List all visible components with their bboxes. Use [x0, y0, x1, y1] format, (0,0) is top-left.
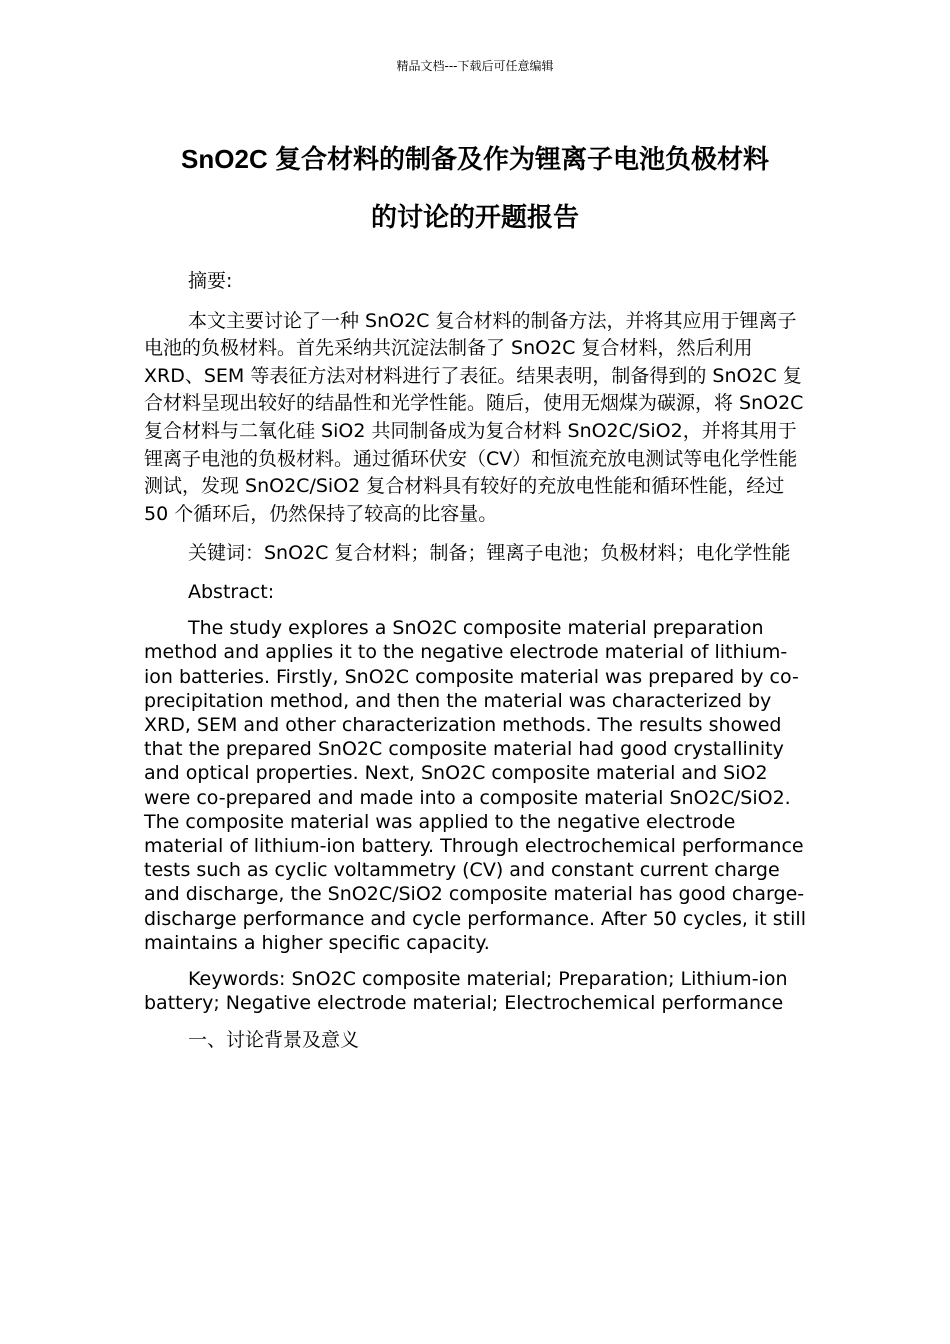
header-note: 精品文档---下载后可任意编辑 [396, 59, 554, 73]
keywords-zh: 关键词：SnO2C 复合材料；制备；锂离子电池；负极材料；电化学性能 [188, 542, 791, 565]
keywords-en: Keywords: SnO2C composite material; Preparation; Lithium-ion battery; Negative electrode material; Electrochemical performance [144, 967, 788, 1015]
abstract-zh-body: 本文主要讨论了一种 SnO2C 复合材料的制备方法，并将其应用于锂离子电池的负极材料。首先采纳共沉淀法制备了 SnO2C 复合材料，然后利用 XRD、SEM 等表征方法对材料进行了表征。结果表明，制备得到的 SnO2C 复合材料呈现出较好的结晶性和光学性能。随后，使用无烟煤为碳源，将 SnO2C 复合材料与二氧化硅 SiO2 共同制备成为复合材料 SnO2C/SiO2，并将其用于锂离子电池的负极材料。通过循环伏安（CV）和恒流充放电测试等电化学性能测试，发现 SnO2C/SiO2 复合材料具有较好的充放电性能和循环性能，经过 50 个循环后，仍然保持了较高的比容量。 [144, 309, 804, 525]
abstract-en-heading: Abstract: [188, 580, 275, 603]
section-1-heading: 一、讨论背景及意义 [188, 1029, 360, 1052]
document-title [120, 130, 830, 246]
title-line-2: 的讨论的开题报告 [370, 202, 579, 232]
abstract-en-body: The study explores a SnO2C composite material preparation method and applies it to the negative electrode material of lithium-ion batteries. Firstly, SnO2C composite material was prepared by co-precipitation method, and then the material was characterized by XRD, SEM and other characterization methods. The results showed that the prepared SnO2C composite material had good crystallinity and optical properties. Next, SnO2C composite material and SiO2 were co-prepared and made into a composite material SnO2C/SiO2. The composite material was applied to the negative electrode material of lithium-ion battery. Through electrochemical performance tests such as cyclic voltammetry (CV) and constant current charge and discharge, the SnO2C/SiO2 composite material has good charge-discharge performance and cycle performance. After 50 cycles, it still maintains a higher specific capacity. [144, 617, 806, 954]
document-body [144, 268, 808, 1055]
title-line-1: SnO2C 复合材料的制备及作为锂离子电池负极材料 [181, 144, 769, 174]
abstract-zh-heading: 摘要: [188, 270, 233, 292]
